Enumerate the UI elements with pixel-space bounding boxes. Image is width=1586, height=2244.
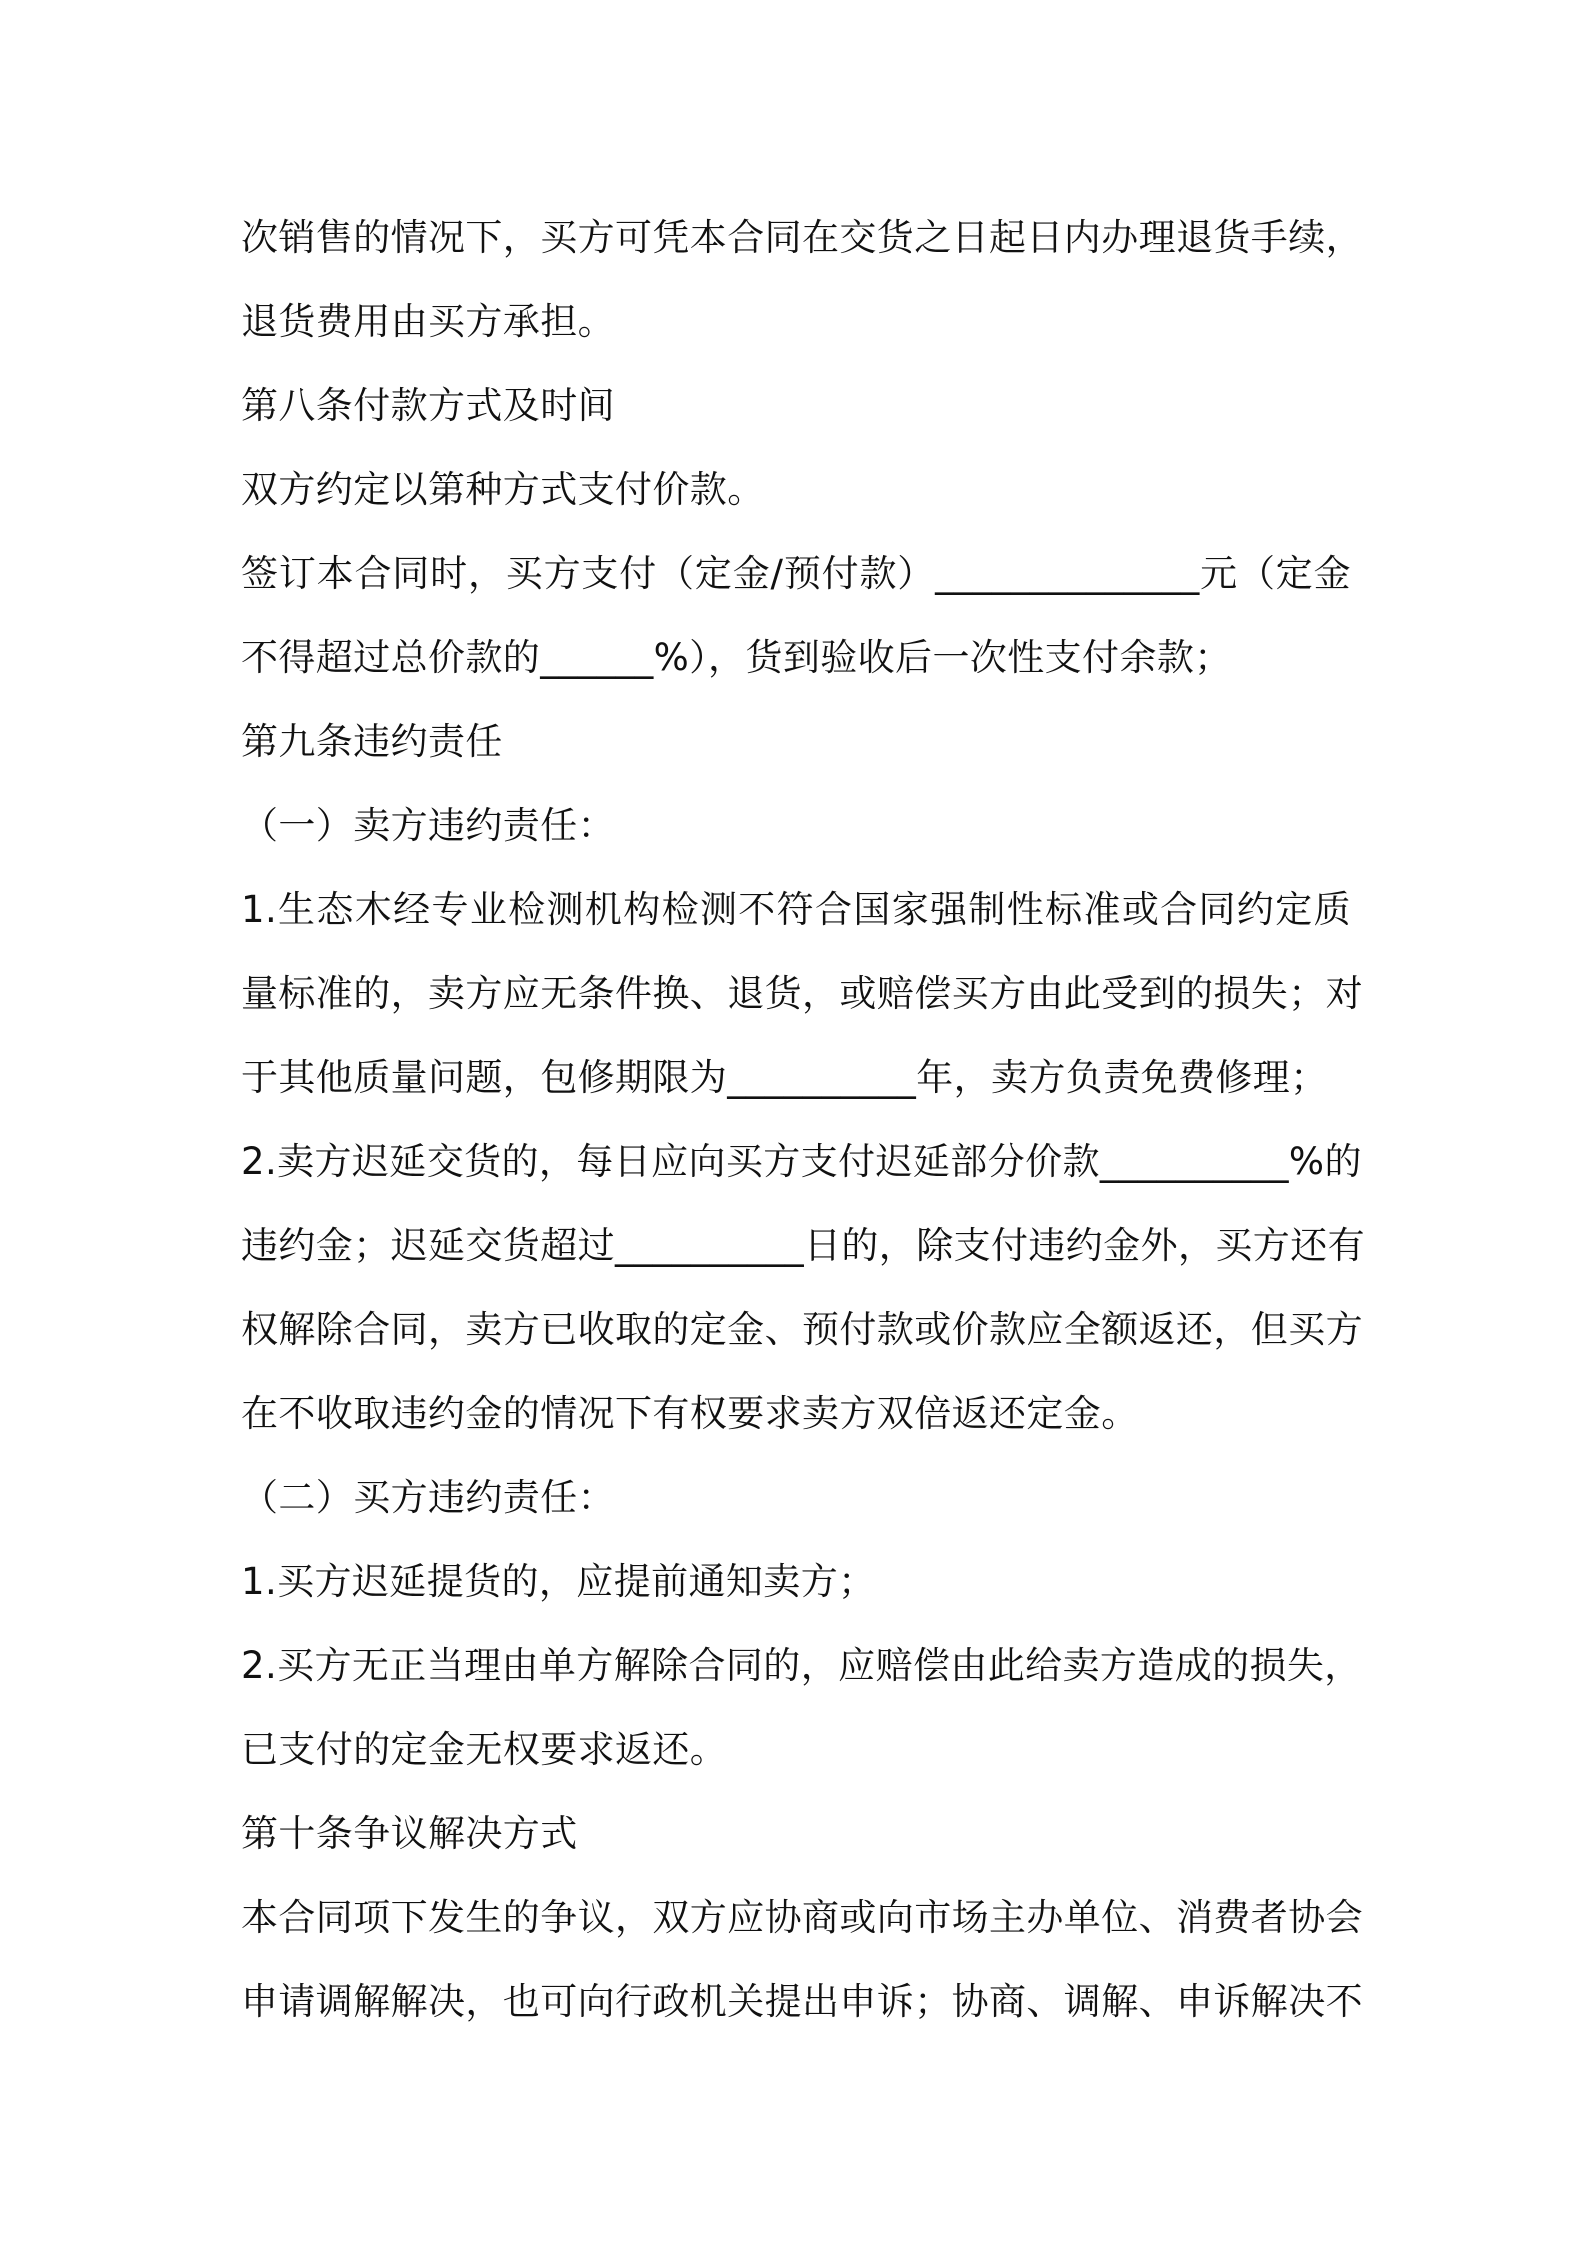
subsection-heading-seller: （一）卖方违约责任： bbox=[241, 804, 615, 847]
section-heading-article-10: 第十条争议解决方式 bbox=[241, 1812, 578, 1855]
paragraph-line: 违约金；迟延交货超过__________日的，除支付违约金外，买方还有 bbox=[241, 1224, 1365, 1267]
paragraph-line: 已支付的定金无权要求返还。 bbox=[241, 1728, 728, 1771]
section-heading-article-8: 第八条付款方式及时间 bbox=[241, 384, 615, 427]
section-heading-article-9: 第九条违约责任 bbox=[241, 720, 503, 763]
paragraph-line: 1.买方迟延提货的，应提前通知卖方； bbox=[241, 1560, 876, 1603]
paragraph-line: 双方约定以第种方式支付价款。 bbox=[241, 468, 765, 511]
paragraph-line: 于其他质量问题，包修期限为__________年，卖方负责免费修理； bbox=[241, 1056, 1328, 1099]
document-body bbox=[241, 196, 1365, 2044]
paragraph-line: 2.买方无正当理由单方解除合同的，应赔偿由此给卖方造成的损失， bbox=[241, 1644, 1362, 1687]
paragraph-line: 在不收取违约金的情况下有权要求卖方双倍返还定金。 bbox=[241, 1392, 1139, 1435]
paragraph-line: 权解除合同，卖方已收取的定金、预付款或价款应全额返还，但买方 bbox=[241, 1308, 1363, 1351]
paragraph-line: 2.卖方迟延交货的，每日应向买方支付迟延部分价款__________%的 bbox=[241, 1140, 1362, 1183]
paragraph-line: 量标准的，卖方应无条件换、退货，或赔偿买方由此受到的损失；对 bbox=[241, 972, 1363, 1015]
paragraph-line: 签订本合同时，买方支付（定金/预付款）______________元（定金 bbox=[241, 552, 1351, 595]
paragraph-line: 申请调解解决，也可向行政机关提出申诉；协商、调解、申诉解决不 bbox=[241, 1980, 1363, 2023]
subsection-heading-buyer: （二）买方违约责任： bbox=[241, 1476, 615, 1519]
paragraph-line: 本合同项下发生的争议，双方应协商或向市场主办单位、消费者协会 bbox=[241, 1896, 1363, 1939]
paragraph-line: 1.生态木经专业检测机构检测不符合国家强制性标准或合同约定质 bbox=[241, 888, 1351, 931]
paragraph-line: 次销售的情况下，买方可凭本合同在交货之日起日内办理退货手续， bbox=[241, 216, 1363, 259]
paragraph-line: 不得超过总价款的______%），货到验收后一次性支付余款； bbox=[241, 636, 1232, 679]
paragraph-line: 退货费用由买方承担。 bbox=[241, 300, 615, 343]
